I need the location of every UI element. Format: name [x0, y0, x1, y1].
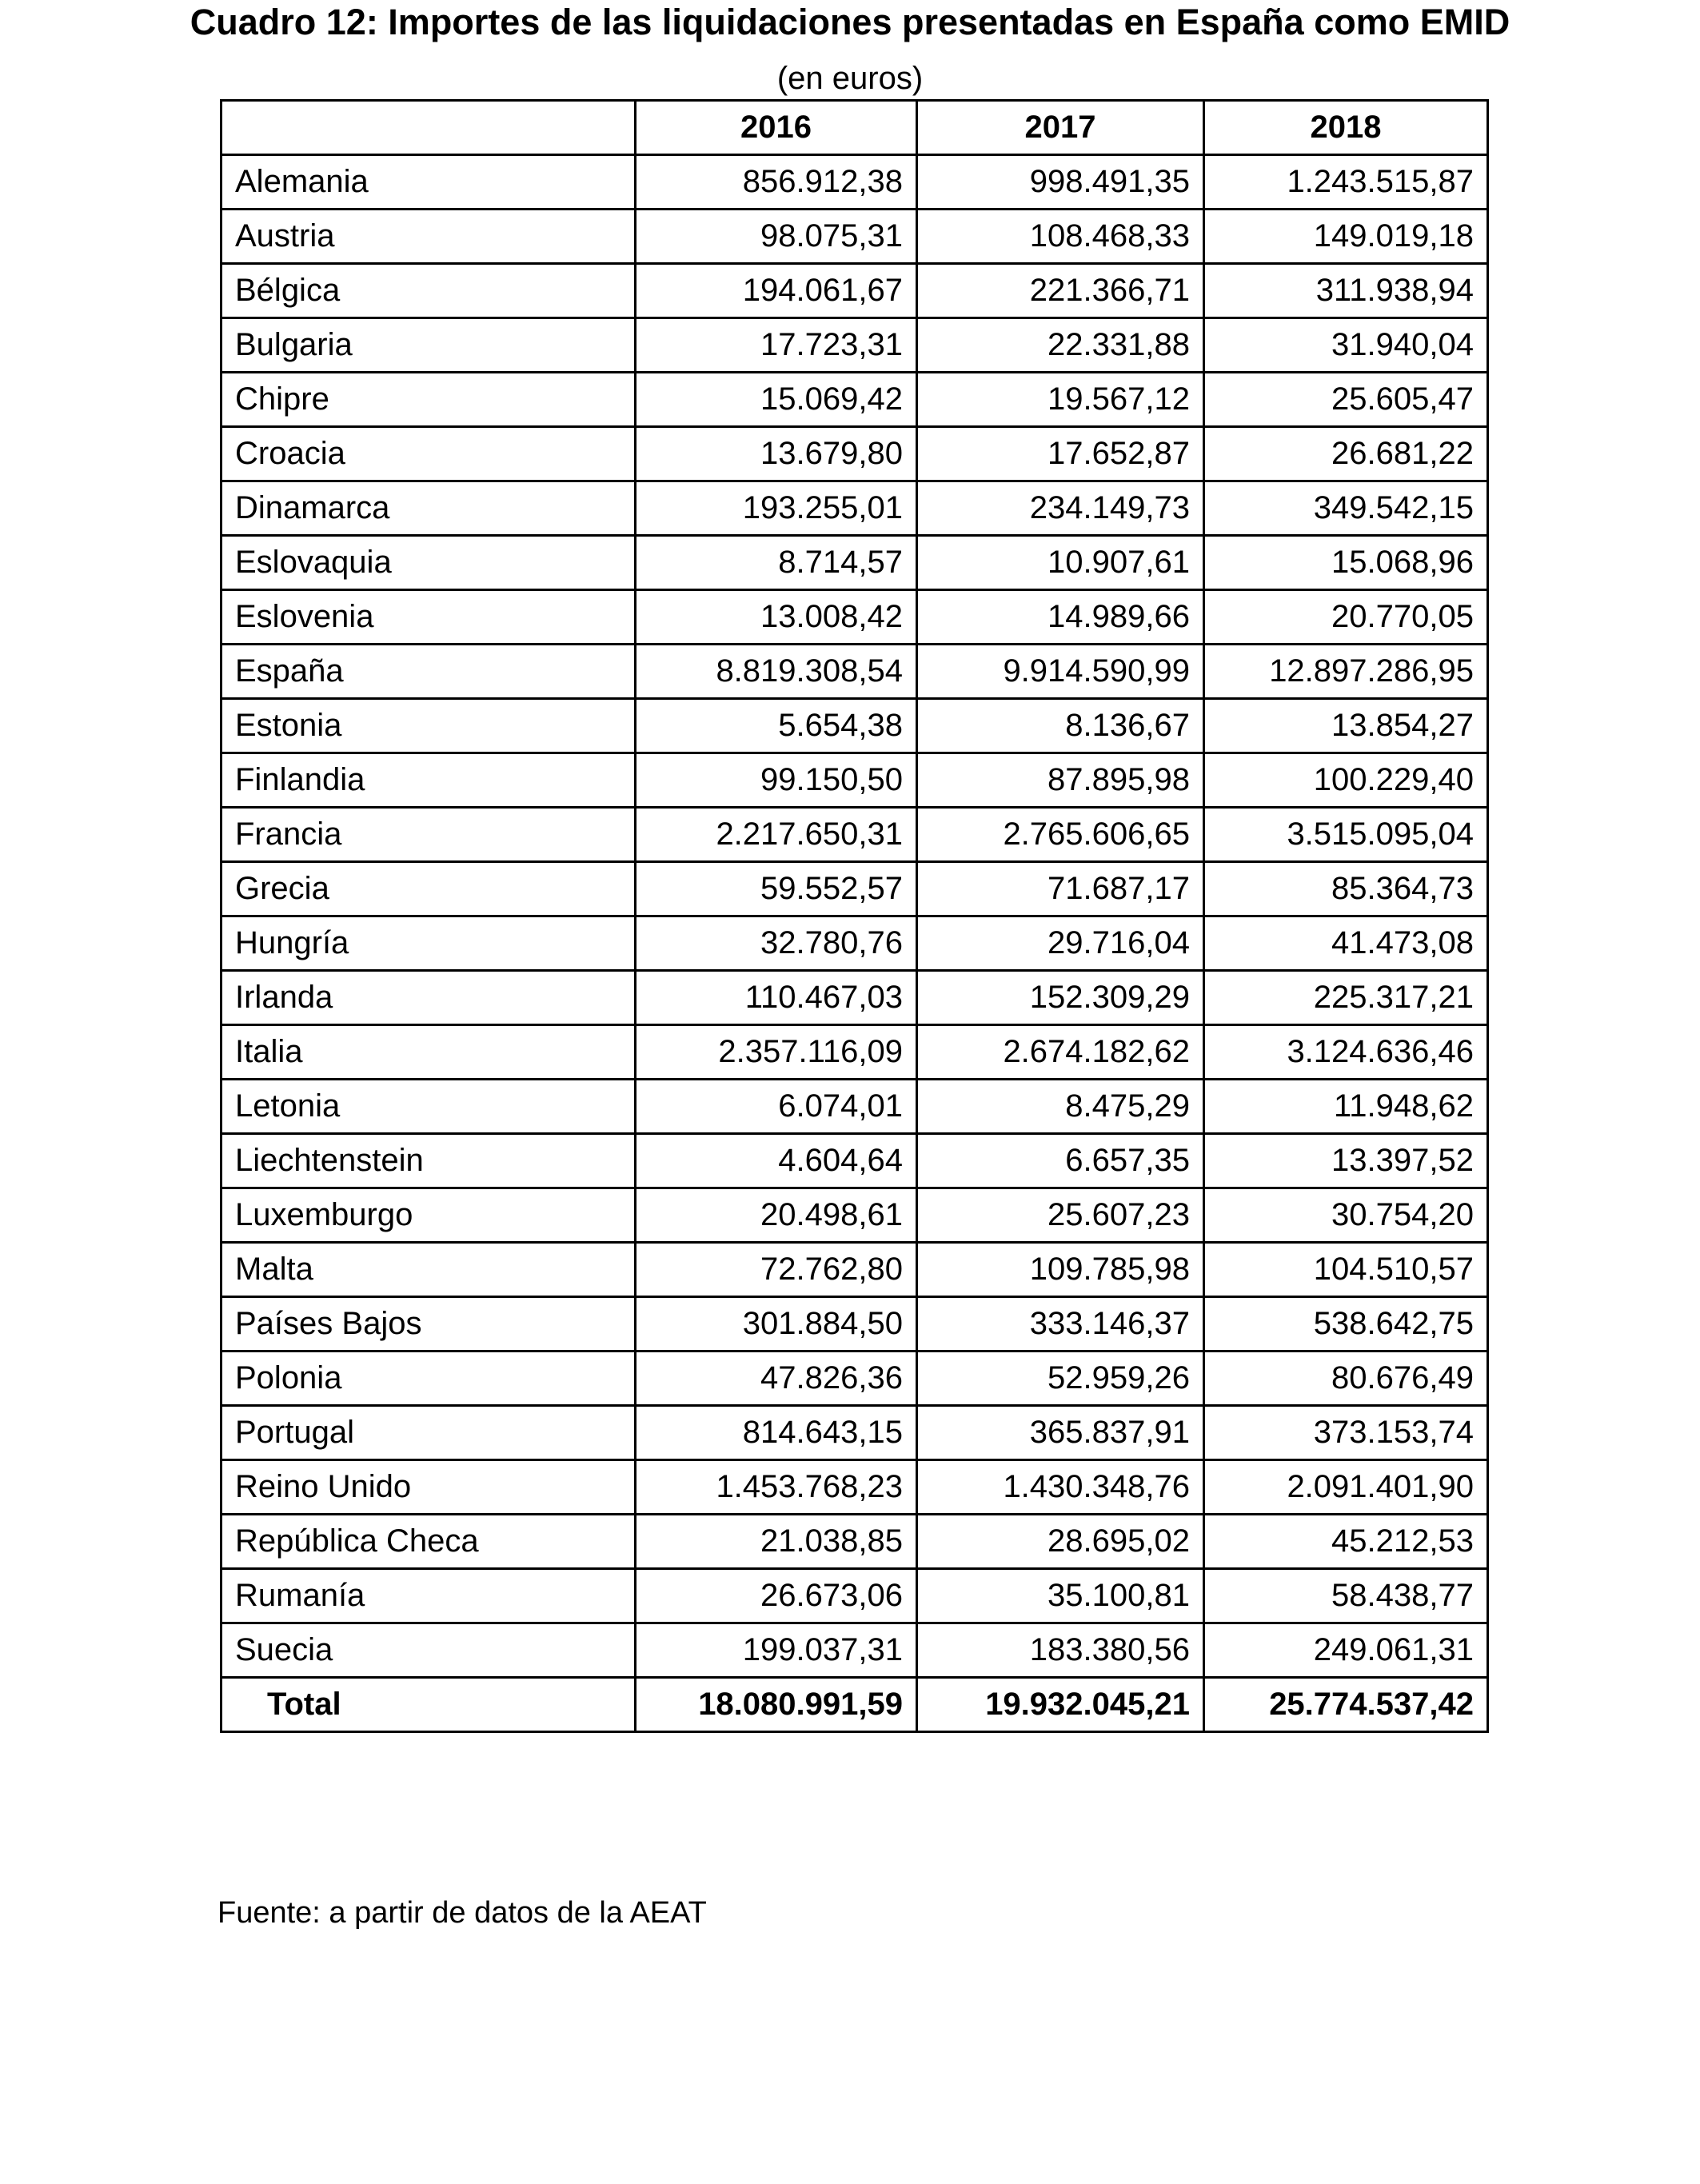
amount-cell-2016: 72.762,80: [636, 1243, 917, 1297]
total-label: Total: [221, 1678, 636, 1732]
table-row: [221, 1460, 1488, 1515]
country-cell: Países Bajos: [221, 1297, 636, 1352]
country-cell: Luxemburgo: [221, 1188, 636, 1243]
amount-cell-2018: 85.364,73: [1204, 862, 1488, 916]
amount-cell-2017: 28.695,02: [917, 1515, 1204, 1569]
table-row: [221, 1134, 1488, 1188]
country-cell: Eslovenia: [221, 590, 636, 645]
table-row: [221, 590, 1488, 645]
amount-cell-2017: 29.716,04: [917, 916, 1204, 971]
amount-cell-2016: 8.714,57: [636, 536, 917, 590]
amount-cell-2018: 26.681,22: [1204, 427, 1488, 481]
amount-cell-2018: 2.091.401,90: [1204, 1460, 1488, 1515]
amount-cell-2018: 311.938,94: [1204, 264, 1488, 318]
country-cell: Liechtenstein: [221, 1134, 636, 1188]
country-cell: España: [221, 645, 636, 699]
country-cell: Reino Unido: [221, 1460, 636, 1515]
country-cell: Finlandia: [221, 753, 636, 808]
table-row: [221, 1623, 1488, 1678]
country-cell: Portugal: [221, 1406, 636, 1460]
table-row: [221, 753, 1488, 808]
total-row: [221, 1678, 1488, 1732]
country-cell: Polonia: [221, 1352, 636, 1406]
amount-cell-2017: 2.674.182,62: [917, 1025, 1204, 1080]
amount-cell-2017: 8.475,29: [917, 1080, 1204, 1134]
amount-cell-2018: 20.770,05: [1204, 590, 1488, 645]
table-row: [221, 210, 1488, 264]
table-row: [221, 427, 1488, 481]
header-cell-country: [221, 101, 636, 155]
amount-cell-2017: 71.687,17: [917, 862, 1204, 916]
table-row: [221, 1025, 1488, 1080]
settlements-table: [220, 99, 1489, 1733]
country-cell: Estonia: [221, 699, 636, 753]
amount-cell-2016: 59.552,57: [636, 862, 917, 916]
country-cell: Hungría: [221, 916, 636, 971]
amount-cell-2017: 2.765.606,65: [917, 808, 1204, 862]
country-cell: Suecia: [221, 1623, 636, 1678]
amount-cell-2017: 19.567,12: [917, 373, 1204, 427]
amount-cell-2018: 349.542,15: [1204, 481, 1488, 536]
amount-cell-2016: 6.074,01: [636, 1080, 917, 1134]
country-cell: Francia: [221, 808, 636, 862]
country-cell: Croacia: [221, 427, 636, 481]
table-body: [221, 155, 1488, 1678]
units-subtitle: (en euros): [776, 61, 924, 96]
amount-cell-2018: 11.948,62: [1204, 1080, 1488, 1134]
amount-cell-2017: 183.380,56: [917, 1623, 1204, 1678]
amount-cell-2018: 104.510,57: [1204, 1243, 1488, 1297]
table-row: [221, 916, 1488, 971]
amount-cell-2016: 98.075,31: [636, 210, 917, 264]
amount-cell-2018: 225.317,21: [1204, 971, 1488, 1025]
amount-cell-2016: 2.357.116,09: [636, 1025, 917, 1080]
amount-cell-2016: 20.498,61: [636, 1188, 917, 1243]
amount-cell-2017: 221.366,71: [917, 264, 1204, 318]
table-row: [221, 1188, 1488, 1243]
country-cell: Eslovaquia: [221, 536, 636, 590]
table-row: [221, 1515, 1488, 1569]
amount-cell-2018: 31.940,04: [1204, 318, 1488, 373]
table-row: [221, 264, 1488, 318]
amount-cell-2016: 32.780,76: [636, 916, 917, 971]
table-row: [221, 1080, 1488, 1134]
table-row: [221, 1243, 1488, 1297]
amount-cell-2016: 301.884,50: [636, 1297, 917, 1352]
amount-cell-2016: 13.679,80: [636, 427, 917, 481]
country-cell: Malta: [221, 1243, 636, 1297]
amount-cell-2017: 234.149,73: [917, 481, 1204, 536]
amount-cell-2016: 47.826,36: [636, 1352, 917, 1406]
amount-cell-2016: 199.037,31: [636, 1623, 917, 1678]
amount-cell-2017: 17.652,87: [917, 427, 1204, 481]
amount-cell-2017: 365.837,91: [917, 1406, 1204, 1460]
table-row: [221, 1406, 1488, 1460]
amount-cell-2017: 998.491,35: [917, 155, 1204, 210]
amount-cell-2016: 8.819.308,54: [636, 645, 917, 699]
amount-cell-2016: 26.673,06: [636, 1569, 917, 1623]
country-cell: Irlanda: [221, 971, 636, 1025]
header-cell-2018: 2018: [1204, 101, 1488, 155]
amount-cell-2017: 108.468,33: [917, 210, 1204, 264]
amount-cell-2017: 87.895,98: [917, 753, 1204, 808]
amount-cell-2018: 15.068,96: [1204, 536, 1488, 590]
amount-cell-2017: 10.907,61: [917, 536, 1204, 590]
amount-cell-2017: 6.657,35: [917, 1134, 1204, 1188]
amount-cell-2016: 13.008,42: [636, 590, 917, 645]
country-cell: Letonia: [221, 1080, 636, 1134]
amount-cell-2017: 52.959,26: [917, 1352, 1204, 1406]
total-cell-2018: 25.774.537,42: [1204, 1678, 1488, 1732]
amount-cell-2017: 333.146,37: [917, 1297, 1204, 1352]
table-row: [221, 373, 1488, 427]
amount-cell-2018: 3.124.636,46: [1204, 1025, 1488, 1080]
amount-cell-2018: 538.642,75: [1204, 1297, 1488, 1352]
country-cell: República Checa: [221, 1515, 636, 1569]
amount-cell-2018: 249.061,31: [1204, 1623, 1488, 1678]
amount-cell-2017: 152.309,29: [917, 971, 1204, 1025]
amount-cell-2018: 1.243.515,87: [1204, 155, 1488, 210]
amount-cell-2016: 814.643,15: [636, 1406, 917, 1460]
amount-cell-2016: 17.723,31: [636, 318, 917, 373]
amount-cell-2017: 14.989,66: [917, 590, 1204, 645]
amount-cell-2017: 109.785,98: [917, 1243, 1204, 1297]
amount-cell-2016: 21.038,85: [636, 1515, 917, 1569]
amount-cell-2018: 58.438,77: [1204, 1569, 1488, 1623]
document-title: Cuadro 12: Importes de las liquidaciones presentadas en España como EMID: [190, 2, 1510, 42]
amount-cell-2018: 41.473,08: [1204, 916, 1488, 971]
table-row: [221, 155, 1488, 210]
table-row: [221, 645, 1488, 699]
amount-cell-2016: 194.061,67: [636, 264, 917, 318]
country-cell: Rumanía: [221, 1569, 636, 1623]
amount-cell-2018: 149.019,18: [1204, 210, 1488, 264]
amount-cell-2017: 25.607,23: [917, 1188, 1204, 1243]
header-cell-2016: 2016: [636, 101, 917, 155]
country-cell: Austria: [221, 210, 636, 264]
country-cell: Italia: [221, 1025, 636, 1080]
table-row: [221, 318, 1488, 373]
amount-cell-2018: 80.676,49: [1204, 1352, 1488, 1406]
amount-cell-2018: 373.153,74: [1204, 1406, 1488, 1460]
table-row: [221, 1569, 1488, 1623]
amount-cell-2018: 12.897.286,95: [1204, 645, 1488, 699]
amount-cell-2018: 45.212,53: [1204, 1515, 1488, 1569]
country-cell: Bulgaria: [221, 318, 636, 373]
header-row: [221, 101, 1488, 155]
amount-cell-2016: 5.654,38: [636, 699, 917, 753]
amount-cell-2017: 22.331,88: [917, 318, 1204, 373]
country-cell: Bélgica: [221, 264, 636, 318]
header-cell-2017: 2017: [917, 101, 1204, 155]
amount-cell-2016: 1.453.768,23: [636, 1460, 917, 1515]
amount-cell-2018: 100.229,40: [1204, 753, 1488, 808]
table-row: [221, 862, 1488, 916]
amount-cell-2017: 35.100,81: [917, 1569, 1204, 1623]
table-footer: [221, 1678, 1488, 1732]
country-cell: Grecia: [221, 862, 636, 916]
amount-cell-2016: 193.255,01: [636, 481, 917, 536]
amount-cell-2016: 856.912,38: [636, 155, 917, 210]
country-cell: Alemania: [221, 155, 636, 210]
table-row: [221, 1297, 1488, 1352]
table-row: [221, 971, 1488, 1025]
total-cell-2017: 19.932.045,21: [917, 1678, 1204, 1732]
amount-cell-2018: 13.854,27: [1204, 699, 1488, 753]
amount-cell-2016: 4.604,64: [636, 1134, 917, 1188]
table-row: [221, 808, 1488, 862]
table-header: [221, 101, 1488, 155]
amount-cell-2017: 8.136,67: [917, 699, 1204, 753]
amount-cell-2016: 15.069,42: [636, 373, 917, 427]
amount-cell-2018: 30.754,20: [1204, 1188, 1488, 1243]
amount-cell-2018: 13.397,52: [1204, 1134, 1488, 1188]
amount-cell-2016: 2.217.650,31: [636, 808, 917, 862]
country-cell: Chipre: [221, 373, 636, 427]
table-row: [221, 1352, 1488, 1406]
country-cell: Dinamarca: [221, 481, 636, 536]
amount-cell-2018: 3.515.095,04: [1204, 808, 1488, 862]
amount-cell-2016: 99.150,50: [636, 753, 917, 808]
amount-cell-2018: 25.605,47: [1204, 373, 1488, 427]
amount-cell-2016: 110.467,03: [636, 971, 917, 1025]
source-note: Fuente: a partir de datos de la AEAT: [217, 1896, 707, 1930]
amount-cell-2017: 1.430.348,76: [917, 1460, 1204, 1515]
total-cell-2016: 18.080.991,59: [636, 1678, 917, 1732]
table-row: [221, 481, 1488, 536]
table-row: [221, 699, 1488, 753]
amount-cell-2017: 9.914.590,99: [917, 645, 1204, 699]
table-row: [221, 536, 1488, 590]
